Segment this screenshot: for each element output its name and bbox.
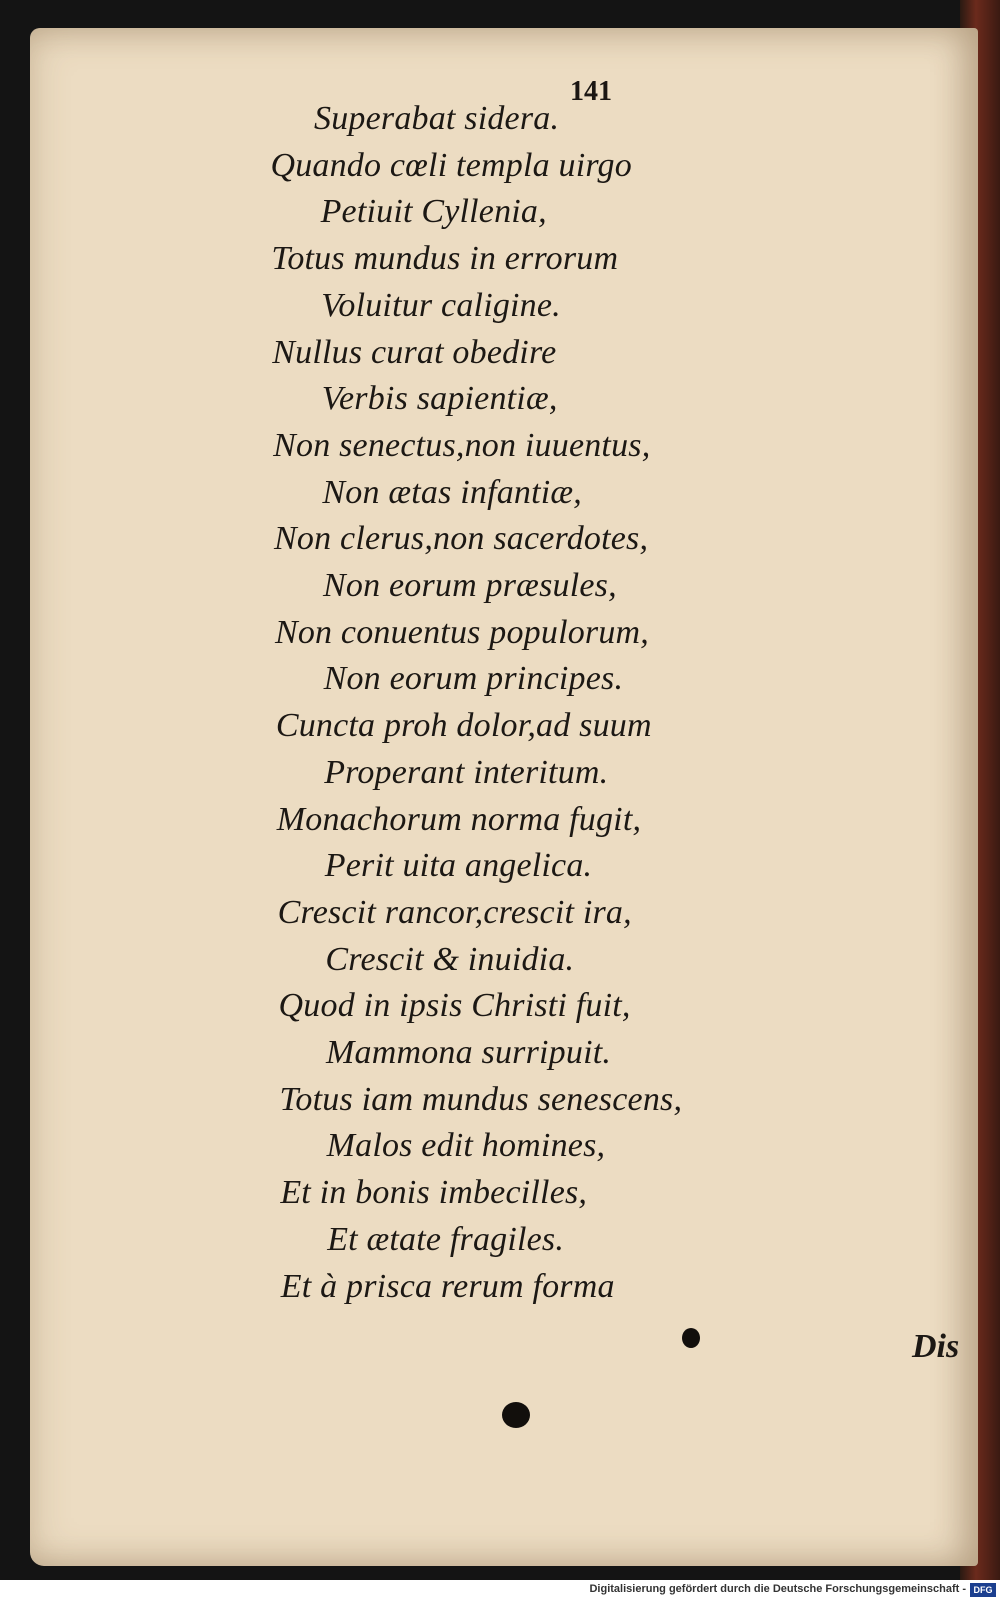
funding-notice: Digitalisierung gefördert durch die Deutsche Forschungsgemeinschaft - (589, 1583, 966, 1595)
poem-line: Nullus curat obedire (272, 333, 557, 371)
poem-line: Et à prisca rerum forma (280, 1267, 615, 1305)
poem-line: Petiuit Cyllenia, (320, 193, 547, 231)
poem-line: Non senectus,non iuuentus, (273, 426, 651, 464)
poem-line: Cuncta proh dolor,ad suum (275, 707, 652, 745)
poem-line: Non eorum principes. (323, 660, 624, 698)
poem-line: Totus iam mundus senescens, (279, 1080, 683, 1118)
catchword: Dis (912, 1328, 960, 1365)
poem-line: Perit uita angelica. (324, 847, 593, 885)
footer-bar (0, 1580, 1000, 1601)
poem-line: Et in bonis imbecilles, (280, 1174, 588, 1212)
poem-line: Crescit rancor,crescit ira, (277, 893, 632, 931)
poem-line: Mammona surripuit. (326, 1034, 612, 1071)
poem-line: Superabat sidera. (314, 100, 560, 137)
poem-line: Non conuentus populorum, (274, 613, 650, 651)
poem-line: Et ætate fragiles. (327, 1220, 565, 1258)
poem-line: Quando cœli templa uirgo (270, 146, 632, 184)
poem-line: Non eorum præsules, (323, 567, 617, 604)
poem-line: Totus mundus in errorum (271, 240, 619, 278)
poem-line: Non ætas infantiæ, (322, 473, 582, 511)
poem-line: Malos edit homines, (326, 1127, 606, 1165)
poem-line: Quod in ipsis Christi fuit, (278, 987, 631, 1025)
ink-spot (502, 1402, 530, 1428)
page-number: 141 (570, 76, 612, 107)
poem-line: Crescit & inuidia. (325, 940, 575, 978)
poem-line: Voluitur caligine. (321, 286, 561, 324)
poem-line: Monachorum norma fugit, (276, 800, 642, 838)
poem-line: Verbis sapientiæ, (321, 380, 558, 418)
poem-line: Non clerus,non sacerdotes, (274, 520, 649, 558)
book-page (30, 28, 978, 1566)
ink-spot (682, 1328, 700, 1348)
dfg-logo: DFG (970, 1583, 996, 1597)
poem-line: Properant interitum. (324, 753, 609, 791)
